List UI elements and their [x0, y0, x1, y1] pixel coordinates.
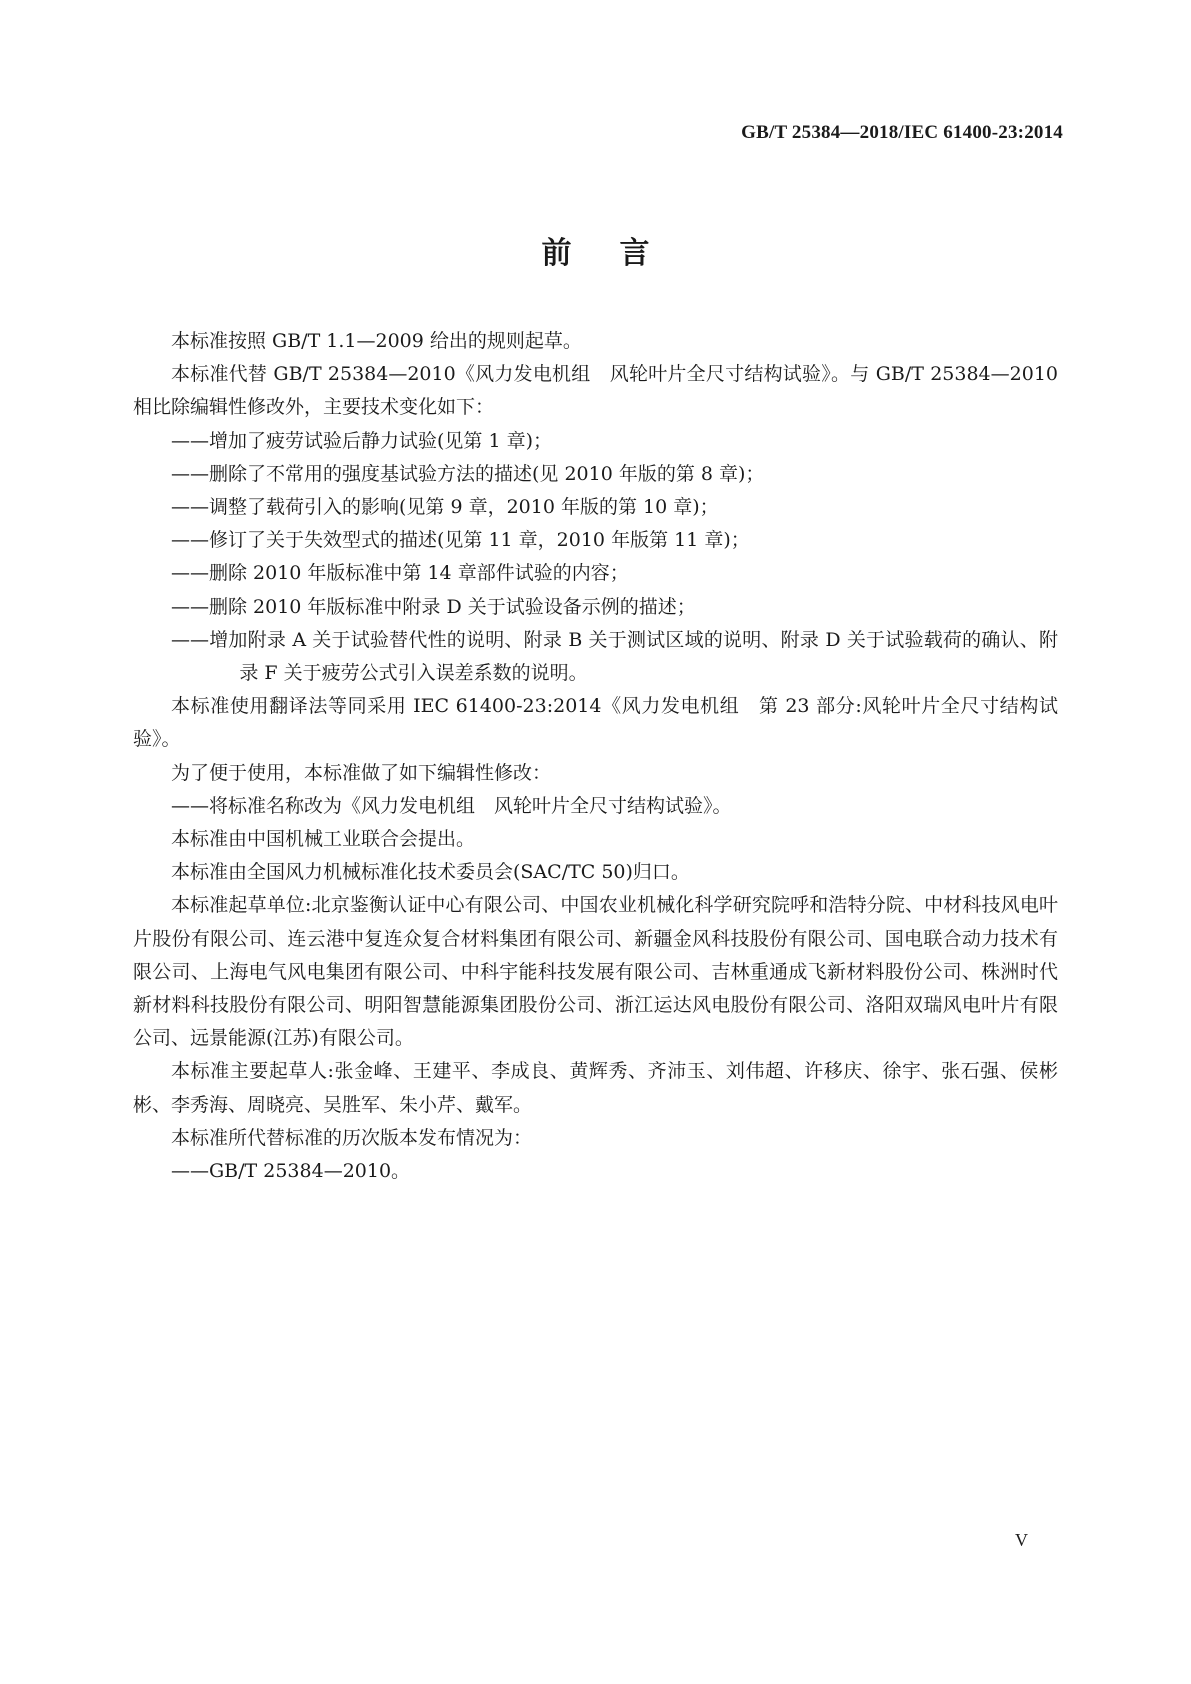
- editorial-item: ——将标准名称改为《风力发电机组 风轮叶片全尺寸结构试验》。: [171, 794, 732, 817]
- change-item: ——删除 2010 年版标准中第 14 章部件试验的内容；: [171, 562, 629, 585]
- change-item: ——删除 2010 年版标准中附录 D 关于试验设备示例的描述；: [171, 595, 696, 618]
- paragraph-proposed-by: 本标准由中国机械工业联合会提出。: [171, 828, 476, 851]
- change-item: ——增加了疲劳试验后静力试验(见第 1 章)；: [171, 429, 552, 452]
- change-item: ——调整了载荷引入的影响(见第 9 章，2010 年版的第 10 章)；: [171, 496, 719, 519]
- change-item: ——修订了关于失效型式的描述(见第 11 章，2010 年版第 11 章)；: [171, 529, 750, 552]
- paragraph-drafting-rules: 本标准按照 GB/T 1.1—2009 给出的规则起草。: [171, 330, 582, 352]
- paragraph-previous-editions: 本标准所代替标准的历次版本发布情况为：: [171, 1126, 533, 1149]
- paragraph-drafting-units: 本标准起草单位:北京鉴衡认证中心有限公司、中国农业机械化科学研究院呼和浩特分院、中材科技风电叶片股份有限公司、连云港中复连众复合材料集团有限公司、新疆金风科技股份有限公司、国电联合动力技术有限公司、上海电气风电集团有限公司、中科宇能科技发展有限公司、吉林重通成飞新材料股份公司、株洲时代新材料科技股份有限公司、明阳智慧能源集团股份公司、浙江运达风电股份有限公司、洛阳双瑞风电叶片有限公司、远景能源(江苏)有限公司。: [133, 894, 1058, 1050]
- page-title: 前言: [541, 236, 698, 271]
- paragraph-drafters: 本标准主要起草人:张金峰、王建平、李成良、黄辉秀、齐沛玉、刘伟超、许移庆、徐宇、张石强、侯彬彬、李秀海、周晓亮、吴胜军、朱小芹、戴军。: [133, 1060, 1058, 1116]
- standard-code-header: GB/T 25384—2018/IEC 61400-23:2014: [741, 122, 1063, 143]
- paragraph-administered-by: 本标准由全国风力机械标准化技术委员会(SAC/TC 50)归口。: [171, 861, 690, 884]
- paragraph-replaces: 本标准代替 GB/T 25384—2010《风力发电机组 风轮叶片全尺寸结构试验》。与 GB/T 25384—2010 相比除编辑性修改外，主要技术变化如下：: [133, 363, 1058, 419]
- paragraph-adoption: 本标准使用翻译法等同采用 IEC 61400-23:2014《风力发电机组 第 23 部分:风轮叶片全尺寸结构试验》。: [133, 695, 1058, 751]
- change-item: ——删除了不常用的强度基试验方法的描述(见 2010 年版的第 8 章)；: [171, 462, 765, 485]
- page-number: V: [1015, 1530, 1028, 1550]
- paragraph-editorial: 为了便于使用，本标准做了如下编辑性修改：: [171, 761, 552, 784]
- previous-edition-item: ——GB/T 25384—2010。: [171, 1160, 411, 1183]
- change-item: ——增加附录 A 关于试验替代性的说明、附录 B 关于测试区域的说明、附录 D 关于试验载荷的确认、附录 F 关于疲劳公式引入误差系数的说明。: [171, 628, 1058, 685]
- foreword-body: [133, 325, 1058, 1188]
